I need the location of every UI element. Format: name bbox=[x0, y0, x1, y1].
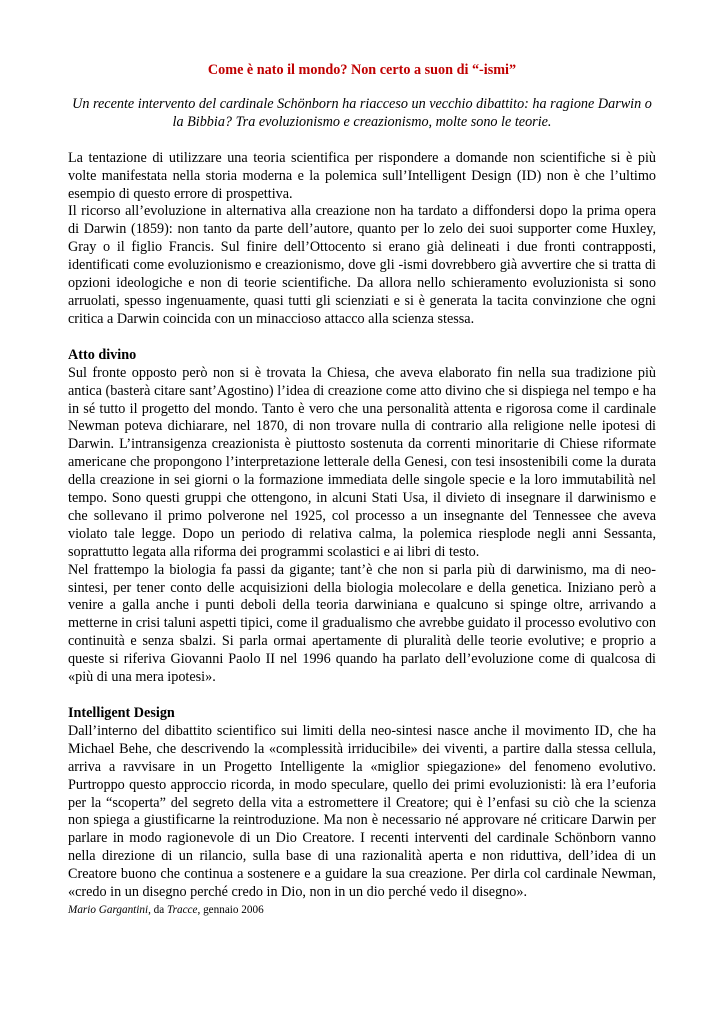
article-title: Come è nato il mondo? Non certo a suon di “-ismi” bbox=[207, 62, 517, 78]
intro-paragraph-2: Il ricorso all’evoluzione in alternativa alla creazione non ha tardato a diffondersi dopo la prima opera di Darwin (1859): non tanto da parte dell’autore, quanto per lo zelo dei suoi supporter come Huxley, Gray o il figlio Francis. Sul finire dell’Ottocento si erano già delineati i due fronti contrapposti, identificati come evoluzionismo e creazionismo, dove gli -ismi dovrebbero già avvertire che si tratta di opzioni ideologiche e non di teorie scientifiche. Da allora nello schieramento evoluzionista si sono arruolati, spesso ingenuamente, quasi tutti gli scienziati e si è generata la tacita convinzione che ogni critica a Darwin coincida con un minaccioso attacco alla scienza stessa. bbox=[68, 203, 656, 327]
intro-paragraph-1: La tentazione di utilizzare una teoria scientifica per rispondere a domande non scientifiche si è più volte manifestata nella storia moderna e la polemica sull’Intelligent Design (ID) non è che l’ultimo esempio di questo errore di prospettiva. bbox=[68, 149, 656, 202]
credit-separator: , da bbox=[148, 903, 168, 916]
section-heading-atto-divino: Atto divino bbox=[68, 346, 137, 363]
section2-paragraph-1: Dall’interno del dibattito scientifico sui limiti della neo-sintesi nasce anche il movimento ID, che ha Michael Behe, che descrivendo la «complessità irriducibile» dei viventi, a partire dalla stessa cellula, arriva a ravvisare in un Progetto Intelligente la «miglior spiegazione» del fenomeno evolutivo. Purtroppo questo approccio ricorda, in modo speculare, quello dei primi evoluzionisti: là era l’euforia per la “scoperta” del segreto della vita a estromettere il Creatore; qui è l’enfasi su ciò che la scienza non spiega a giustificarne la reintroduzione. Ma non è necessario né approvare né criticare Darwin per parlare in modo ragionevole di un Dio Creatore. I recenti interventi del cardinale Schönborn vanno nella direzione di un rilancio, sulla base di una razionalità aperta e non riduttiva, dell’idea di un Creatore buono che continua a sostenere e a guidare la sua creazione. Per dirla col cardinale Newman, «credo in un disegno perché credo in Dio, non in un dio perché vedo il disegno». bbox=[68, 722, 656, 901]
credit-author: Mario Gargantini bbox=[68, 903, 149, 916]
article bbox=[68, 62, 656, 917]
section-spacer bbox=[68, 687, 656, 705]
article-credit bbox=[68, 903, 656, 917]
article-subtitle: Un recente intervento del cardinale Schönborn ha riacceso un vecchio dibattito: ha ragione Darwin o la Bibbia? Tra evoluzionismo e creazionismo, molte sono le teorie. bbox=[72, 95, 652, 130]
section1-paragraph-1: Sul fronte opposto però non si è trovata la Chiesa, che aveva elaborato fin nella sua tradizione più antica (basterà citare sant’Agostino) l’idea di creazione come atto divino che si dispiega nel tempo e ha in sé tutto il progetto del mondo. Tanto è vero che una personalità attenta e rigorosa come il cardinale Newman poteva dichiarare, nel 1870, di non trovare nulla di contrario alla religione nelle ipotesi di Darwin. L’intransigenza creazionista è piuttosto sostenuta da correnti minoritarie di Chiese riformate americane che propongono l’interpretazione letterale della Genesi, con tesi insostenibili come la durata della creazione in sei giorni o la formazione immediata delle singole specie e la loro immutabilità nel tempo. Sono questi gruppi che ottengono, in alcuni Stati Usa, il divieto di insegnare il darwinismo e che sollevano il primo polverone nel 1925, col processo a un insegnante del Tennessee che aveva violato tale legge. Dopo un periodo di relativa calma, la polemica riesplode negli anni Sessanta, soprattutto legata alla riforma dei programmi scolastici e ai libri di testo. bbox=[68, 364, 656, 560]
section1-paragraph-2: Nel frattempo la biologia fa passi da gigante; tant’è che non si parla più di darwinismo, ma di neo-sintesi, per tener conto delle acquisizioni della biologia molecolare e della genetica. Iniziano però a venire a galla anche i punti deboli della teoria darwiniana e qualcuno si spinge oltre, arrivando a metterne in crisi taluni aspetti tipici, come il gradualismo che avrebbe guidato il processo evolutivo con continuità e senza sbalzi. Si parla ormai apertamente di pluralità delle teorie evolutive; e proprio a queste si riferiva Giovanni Paolo II nel 1996 quando ha parlato dell’evoluzione come di qualcosa di «più di una mera ipotesi». bbox=[68, 561, 656, 686]
credit-source: Tracce bbox=[167, 903, 198, 916]
section-spacer bbox=[68, 329, 656, 347]
section-heading-intelligent-design: Intelligent Design bbox=[68, 705, 175, 721]
credit-date: , gennaio 2006 bbox=[197, 903, 264, 916]
